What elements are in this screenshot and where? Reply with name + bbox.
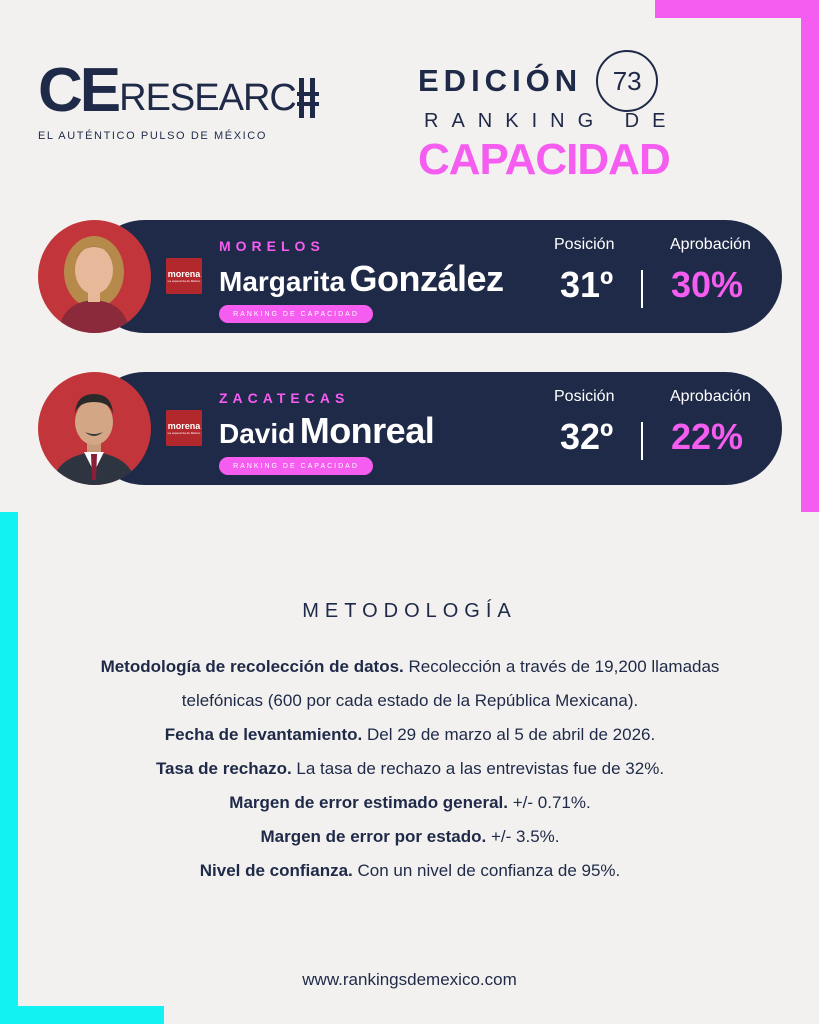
- methodology-item-text: +/- 0.71%.: [512, 793, 591, 812]
- governor-photo: [38, 220, 151, 333]
- methodology-item-text: +/- 3.5%.: [491, 827, 560, 846]
- cyan-accent-left: [0, 512, 18, 1024]
- methodology-item-label: Fecha de levantamiento.: [164, 725, 363, 744]
- morena-party-logo: [166, 410, 202, 446]
- methodology-item: [60, 820, 760, 854]
- position-value: 31º: [560, 264, 614, 305]
- ranking-de-label: RANKING DE: [424, 110, 679, 132]
- position-label: Posición: [554, 236, 615, 253]
- party-name: morena: [167, 269, 201, 279]
- methodology-item: [60, 718, 760, 752]
- party-subtitle: La esperanza de México: [167, 279, 201, 283]
- approval-label: Aprobación: [670, 236, 751, 253]
- magenta-accent-top: [655, 0, 819, 18]
- party-subtitle: La esperanza de México: [167, 431, 201, 435]
- position-label: Posición: [554, 388, 615, 405]
- edition-label: EDICIÓN: [418, 63, 583, 98]
- governor-card: [38, 372, 782, 485]
- governor-card: [38, 220, 782, 333]
- approval-value: 22%: [671, 416, 744, 457]
- stat-divider: [641, 270, 643, 308]
- approval-label: Aprobación: [670, 388, 751, 405]
- methodology-item-label: Metodología de recolección de datos.: [100, 657, 404, 676]
- morena-party-logo: [166, 258, 202, 294]
- methodology-title: METODOLOGÍA: [302, 600, 517, 622]
- governor-photo: [38, 372, 151, 485]
- methodology-item: [60, 650, 760, 718]
- last-name: Monreal: [299, 410, 435, 451]
- position-value: 32º: [560, 416, 614, 457]
- edition-number: 73: [596, 50, 658, 112]
- edition-block: [418, 50, 678, 185]
- methodology-item: [60, 854, 760, 888]
- methodology-item-label: Margen de error por estado.: [260, 827, 487, 846]
- ce-research-logo: [38, 56, 296, 142]
- footer-url[interactable]: www.rankingsdemexico.com: [302, 970, 517, 989]
- methodology-item-text: La tasa de rechazo a las entrevistas fue de 32%.: [296, 759, 665, 778]
- methodology-item: [60, 752, 760, 786]
- last-name: González: [349, 258, 504, 299]
- methodology-item-label: Tasa de rechazo.: [155, 759, 292, 778]
- methodology-item-text: Del 29 de marzo al 5 de abril de 2026.: [366, 725, 656, 744]
- first-name: David: [219, 418, 296, 449]
- governor-name: [219, 410, 434, 452]
- magenta-accent-right: [801, 0, 819, 512]
- party-name: morena: [167, 421, 201, 431]
- methodology-item-label: Margen de error estimado general.: [229, 793, 508, 812]
- cyan-accent-bottom: [0, 1006, 164, 1024]
- methodology-item-text: Recolección a través de 19,200 llamadas telefónicas (600 por cada estado de la República Mexicana).: [181, 657, 720, 710]
- state-label: ZACATECAS: [219, 390, 350, 406]
- ranking-pill: RANKING DE CAPACIDAD: [219, 305, 373, 323]
- methodology-item: [60, 786, 760, 820]
- methodology-text: [60, 650, 760, 888]
- methodology-item-label: Nivel de confianza.: [199, 861, 353, 880]
- logo-research: RESEARC: [119, 77, 296, 119]
- stat-divider: [641, 422, 643, 460]
- state-label: MORELOS: [219, 238, 325, 254]
- ranking-pill: RANKING DE CAPACIDAD: [219, 457, 373, 475]
- capacidad-title: CAPACIDAD: [418, 135, 670, 184]
- first-name: Margarita: [219, 266, 346, 297]
- logo-tagline: EL AUTÉNTICO PULSO DE MÉXICO: [38, 130, 267, 142]
- logo-ce: CE: [38, 56, 119, 125]
- approval-value: 30%: [671, 264, 744, 305]
- governor-name: [219, 258, 504, 300]
- methodology-item-text: Con un nivel de confianza de 95%.: [357, 861, 621, 880]
